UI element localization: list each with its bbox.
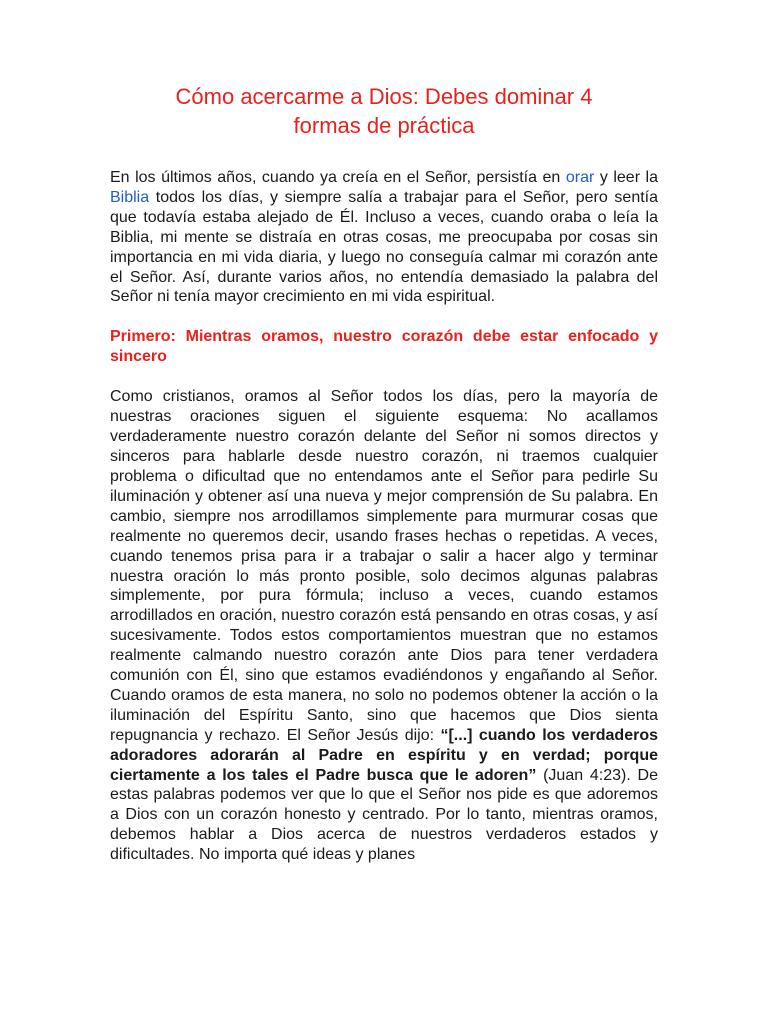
orar-link[interactable]: orar bbox=[565, 169, 595, 186]
section-paragraph bbox=[110, 387, 658, 865]
intro-text-1: En los últimos años, cuando ya creía en el Señor, persistía en bbox=[110, 169, 566, 186]
biblia-link[interactable]: Biblia bbox=[110, 188, 150, 206]
section-text-2: (Juan 4:23). De estas palabras podemos ver que lo que el Señor nos pide es que adoremos a Dios con un corazón honesto y centrado. Por lo tanto, mientras oramos, debemos hablar a Dios acerca de nuestros verdaderos estados y dificultades. No importa qué ideas y planes bbox=[110, 766, 658, 864]
title-line-1: Cómo acercarme a Dios: Debes dominar 4 bbox=[175, 84, 593, 109]
section-text-1: Como cristianos, oramos al Señor todos los días, pero la mayoría de nuestras oraciones siguen el siguiente esquema: No acallamos verdaderamente nuestro corazón delante del Señor ni somos directos y sinceros para hablarle desde nuestro corazón, ni traemos cualquier problema o dificultad que no entendamos ante el Señor para pedirle Su iluminación y obtener así una nueva y mejor comprensión de Su palabra. En cambio, siempre nos arrodillamos simplemente para murmurar cosas que realmente no queremos decir, usando frases hechas o repetidas. A veces, cuando tenemos prisa para ir a trabajar o salir a hacer algo y terminar nuestra oración lo más pronto posible, solo decimos algunas palabras simplemente, por pura fórmula; incluso a veces, cuando estamos arrodillados en oración, nuestro corazón está pensando en otras cosas, y así sucesivamente. Todos estos comportamientos muestran que no estamos realmente calmando nuestro corazón ante Dios para tener verdadera comunión con Él, sino que estamos evadiéndonos y engañando al Señor. Cuando oramos de esta manera, no solo no podemos obtener la acción o la iluminación del Espíritu Santo, sino que hacemos que Dios sienta repugnancia y rechazo. El Señor Jesús dijo: bbox=[110, 388, 658, 744]
title-line-2: formas de práctica bbox=[293, 113, 475, 138]
section-heading: Primero: Mientras oramos, nuestro corazón debe estar enfocado y sincero bbox=[110, 328, 658, 366]
bible-quote: “[...] cuando los verdaderos adoradores adorarán al Padre en espíritu y en verdad; porque ciertamente a los tales el Padre busca que le adoren” bbox=[110, 726, 658, 784]
page-title bbox=[110, 82, 658, 140]
intro-text-3: todos los días, y siempre salía a trabajar para el Señor, pero sentía que todavía estaba alejado de Él. Incluso a veces, cuando oraba o leía la Biblia, mi mente se distraía en otras cosas, me preocupaba por cosas sin importancia en mi vida diaria, y luego no conseguía calmar mi corazón ante el Señor. Así, durante varios años, no entendía demasiado la palabra del Señor ni tenía mayor crecimiento en mi vida espiritual. bbox=[110, 188, 658, 306]
intro-paragraph bbox=[110, 168, 658, 307]
intro-text-2: y leer la bbox=[594, 169, 659, 186]
